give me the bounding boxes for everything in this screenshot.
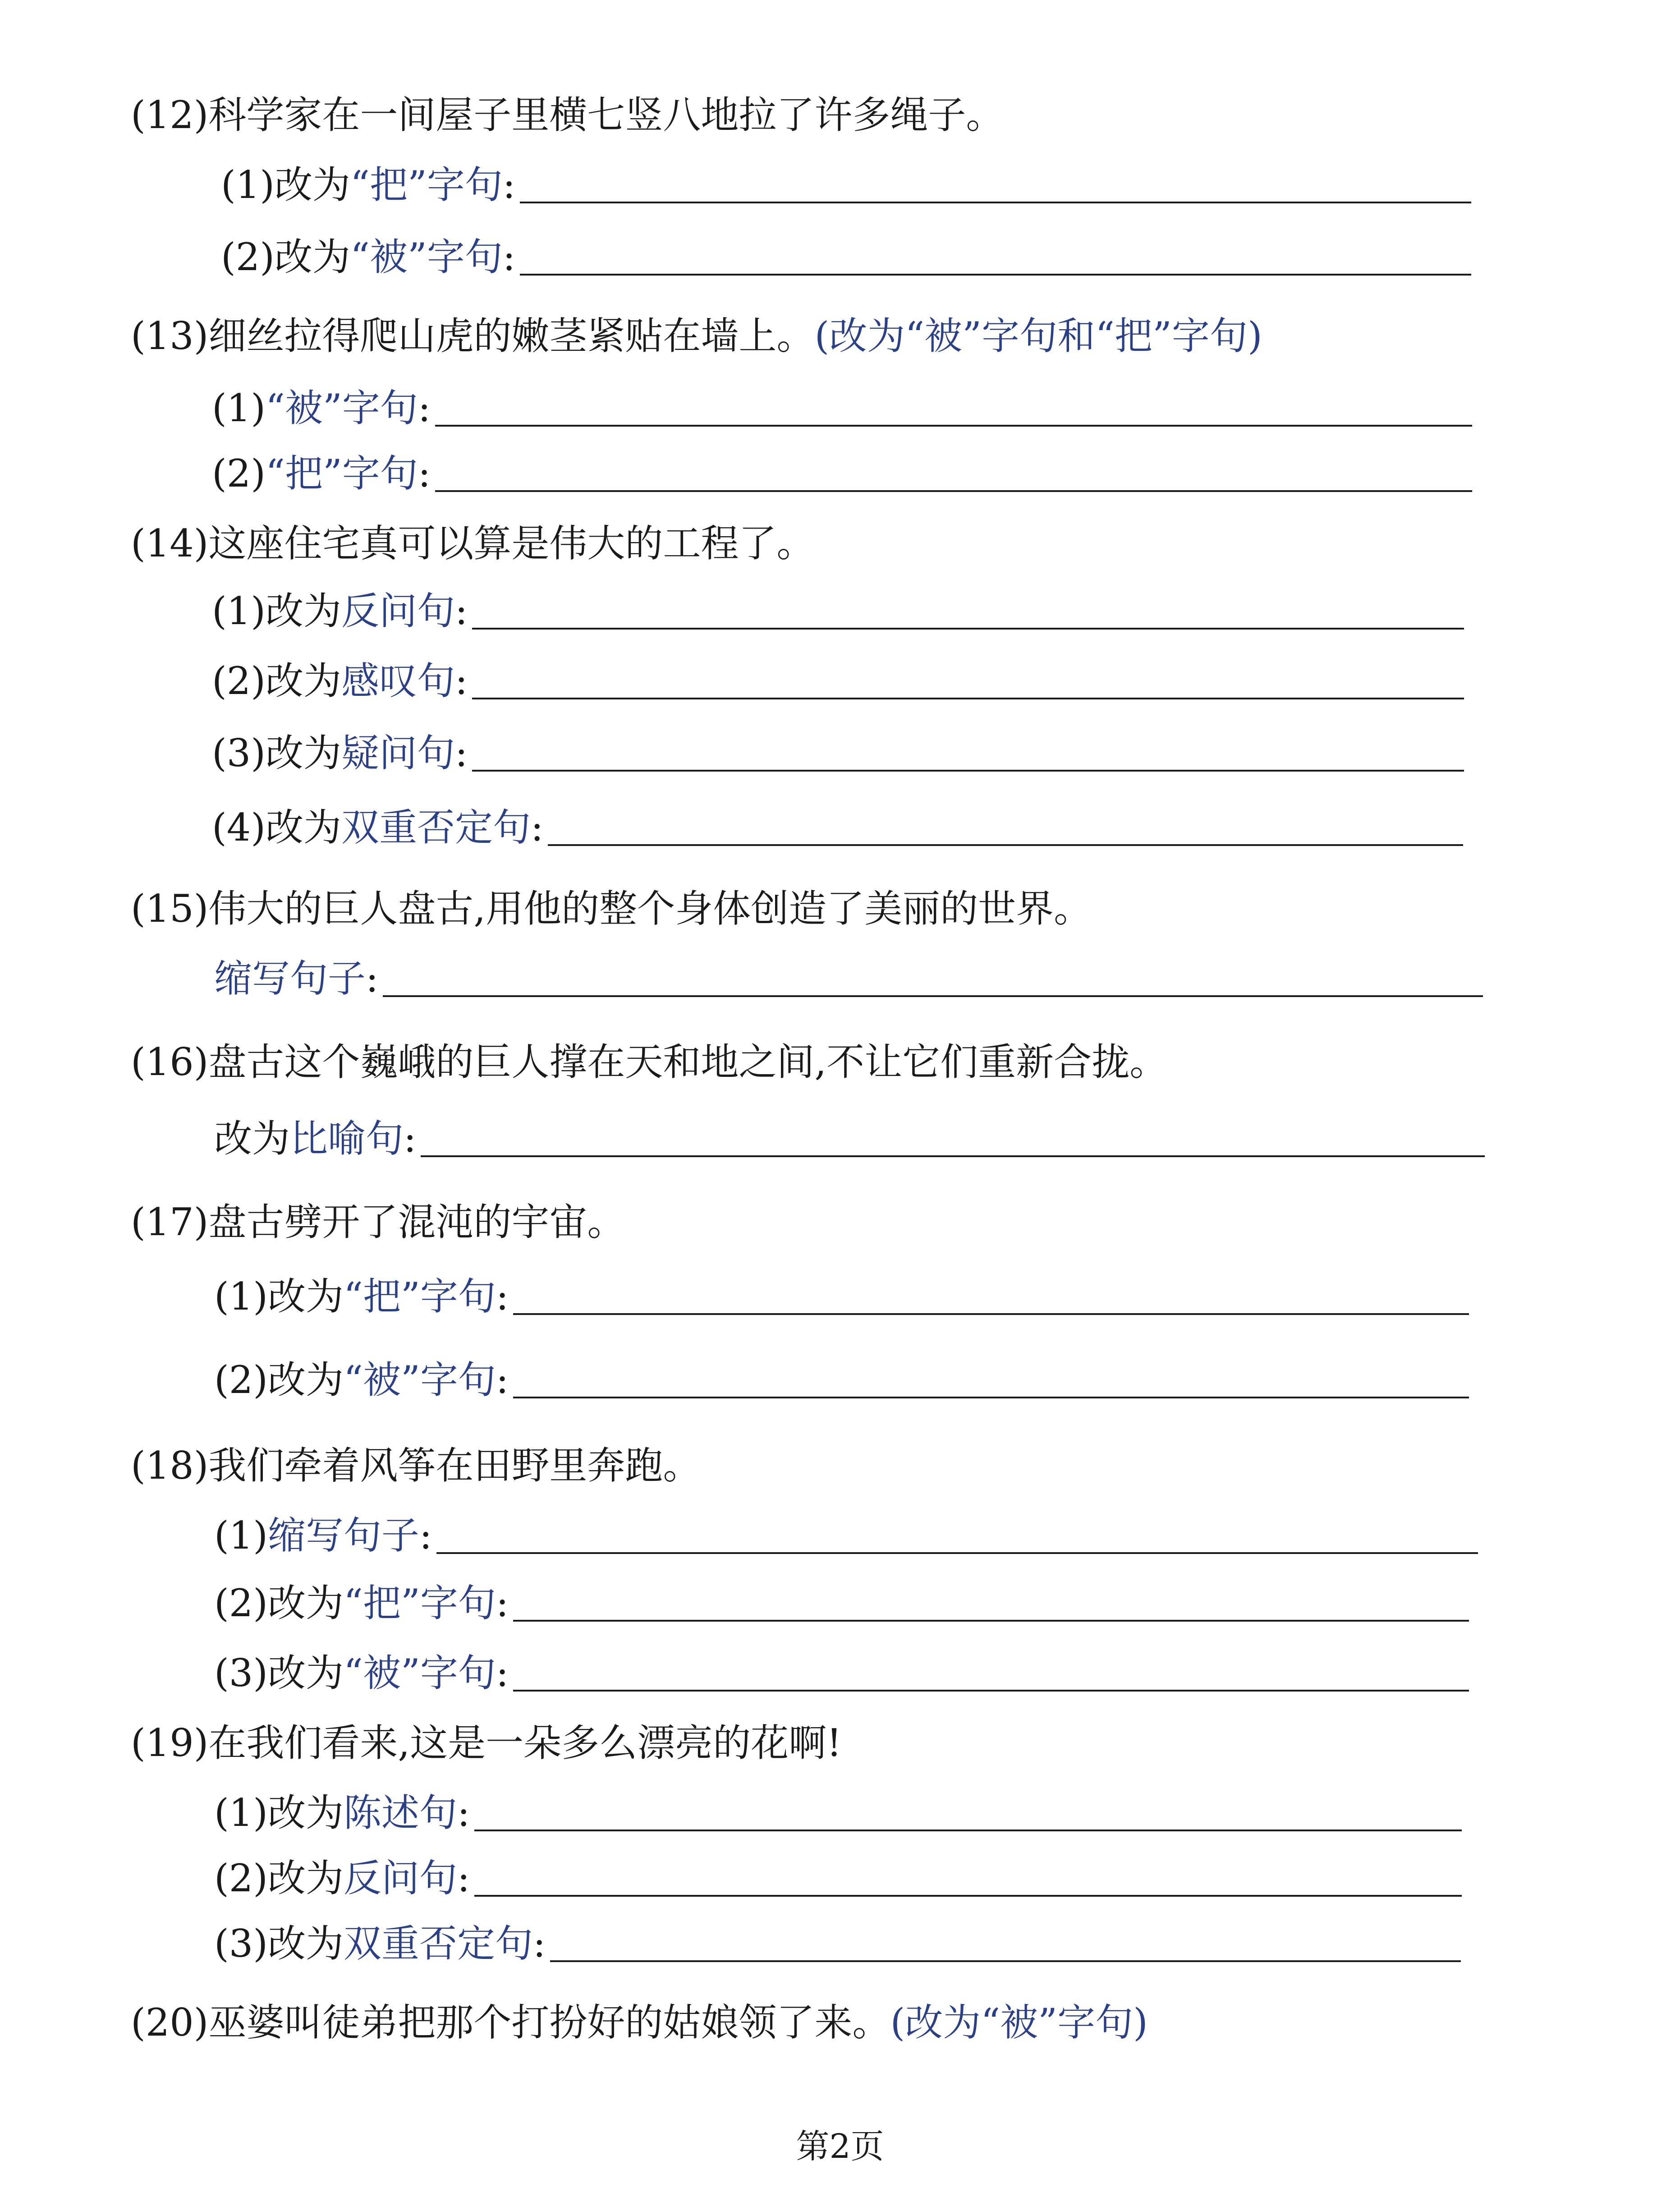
question-13-instruction: (改为“被”字句和“把”字句) [814, 314, 1262, 358]
sub-label: (2) [212, 451, 266, 496]
sentence-type: 缩写句子 [214, 956, 366, 1001]
sentence-type: 疑问句 [341, 731, 455, 775]
sentence-type: 双重否定句 [341, 805, 531, 850]
sentence-type: 比喻句 [290, 1117, 404, 1161]
sub-label: (1) [214, 1513, 268, 1558]
sub-question-15-1 [214, 954, 1483, 1003]
sentence-type: “把”字句 [266, 451, 418, 496]
sub-question-14-3 [212, 728, 1464, 778]
page-number: 第2页 [796, 2127, 884, 2166]
sub-question-16-1 [214, 1114, 1485, 1163]
sub-label: (2)改为 [212, 659, 341, 703]
colon: : [366, 956, 379, 1001]
sentence-type: “把”字句 [344, 1581, 496, 1625]
colon: : [496, 1274, 509, 1319]
question-13 [131, 311, 1262, 361]
colon: : [496, 1358, 509, 1402]
answer-blank[interactable] [520, 274, 1471, 276]
sentence-type: 陈述句 [344, 1791, 458, 1835]
sentence-type: “把”字句 [350, 163, 503, 207]
sentence-type: “被”字句 [350, 235, 503, 279]
colon: : [418, 386, 431, 430]
colon: : [418, 451, 431, 496]
answer-blank[interactable] [513, 1620, 1469, 1622]
question-14-stem: (14)这座住宅真可以算是伟大的工程了。 [131, 521, 815, 565]
colon: : [455, 731, 468, 775]
sub-label: (1) [212, 386, 266, 430]
colon: : [419, 1513, 432, 1558]
sentence-type: 感叹句 [341, 659, 455, 703]
question-17-stem: (17)盘古劈开了混沌的宇宙。 [131, 1200, 625, 1244]
question-18-stem: (18)我们牵着风筝在田野里奔跑。 [131, 1443, 701, 1488]
sub-label: (3)改为 [214, 1922, 344, 1966]
sub-question-18-3 [214, 1648, 1469, 1698]
colon: : [496, 1651, 509, 1695]
question-20-stem: (20)巫婆叫徒弟把那个打扮好的姑娘领了来。 [131, 2000, 890, 2045]
sub-question-18-1 [214, 1511, 1478, 1560]
question-20-instruction: (改为“被”字句) [890, 2000, 1148, 2045]
sentence-type: 双重否定句 [344, 1922, 533, 1966]
sub-question-19-1 [214, 1788, 1462, 1838]
sentence-type: “被”字句 [266, 386, 418, 430]
answer-blank[interactable] [474, 1895, 1462, 1897]
answer-blank[interactable] [550, 1960, 1461, 1962]
question-16 [131, 1037, 1167, 1087]
sub-label: (3)改为 [214, 1651, 344, 1695]
sentence-type: “被”字句 [344, 1651, 496, 1695]
question-15 [131, 884, 1092, 933]
question-12-stem: (12)科学家在一间屋子里横七竖八地拉了许多绳子。 [131, 93, 1004, 137]
sub-question-17-2 [214, 1355, 1469, 1405]
answer-blank[interactable] [421, 1155, 1485, 1157]
sentence-type: 反问句 [344, 1856, 458, 1900]
question-15-stem: (15)伟大的巨人盘古,用他的整个身体创造了美丽的世界。 [131, 887, 1092, 931]
sub-question-14-2 [212, 656, 1464, 706]
sub-question-19-3 [214, 1919, 1461, 1968]
sub-label: (1)改为 [214, 1274, 344, 1319]
sub-question-17-1 [214, 1272, 1469, 1321]
question-18 [131, 1441, 701, 1490]
colon: : [404, 1117, 417, 1161]
answer-blank[interactable] [520, 202, 1471, 203]
sub-label: (1)改为 [212, 589, 341, 633]
colon: : [457, 1856, 470, 1900]
sub-question-18-2 [214, 1578, 1469, 1628]
answer-blank[interactable] [435, 425, 1472, 427]
sentence-type: 反问句 [341, 589, 455, 633]
answer-blank[interactable] [513, 1690, 1469, 1692]
question-14 [131, 519, 814, 568]
answer-blank[interactable] [472, 628, 1464, 630]
question-13-stem: (13)细丝拉得爬山虎的嫩茎紧贴在墙上。 [131, 314, 815, 358]
sub-question-14-4 [212, 803, 1463, 852]
sub-question-19-2 [214, 1853, 1462, 1903]
answer-blank[interactable] [472, 698, 1464, 699]
answer-blank[interactable] [436, 1552, 1478, 1554]
sub-label: (3)改为 [212, 731, 341, 775]
answer-blank[interactable] [472, 770, 1464, 772]
answer-blank[interactable] [435, 490, 1472, 492]
colon: : [455, 659, 468, 703]
sub-label: (2)改为 [214, 1581, 344, 1625]
sub-label: 改为 [214, 1117, 290, 1161]
sub-label: (2)改为 [221, 235, 350, 279]
question-12 [131, 90, 1004, 140]
colon: : [496, 1581, 509, 1625]
sub-label: (1)改为 [214, 1791, 344, 1835]
sub-question-13-1 [212, 383, 1472, 433]
sub-question-13-2 [212, 449, 1472, 498]
sub-label: (1)改为 [221, 163, 350, 207]
sub-question-12-2 [221, 232, 1471, 282]
answer-blank[interactable] [513, 1397, 1469, 1398]
sub-label: (2)改为 [214, 1358, 344, 1402]
sub-question-14-1 [212, 586, 1464, 636]
colon: : [531, 805, 544, 850]
colon: : [455, 589, 468, 633]
question-16-stem: (16)盘古这个巍峨的巨人撑在天和地之间,不让它们重新合拢。 [131, 1040, 1168, 1084]
sentence-type: “被”字句 [344, 1358, 496, 1402]
sub-question-12-1 [221, 160, 1471, 210]
answer-blank[interactable] [383, 995, 1483, 997]
sentence-type: 缩写句子 [268, 1513, 420, 1558]
sub-label: (4)改为 [212, 805, 341, 850]
answer-blank[interactable] [548, 844, 1463, 846]
sentence-type: “把”字句 [344, 1274, 496, 1319]
question-20 [131, 1998, 1148, 2047]
answer-blank[interactable] [513, 1313, 1469, 1315]
colon: : [502, 163, 516, 207]
sub-label: (2)改为 [214, 1856, 344, 1900]
question-19 [131, 1718, 842, 1768]
colon: : [457, 1791, 470, 1835]
question-19-stem: (19)在我们看来,这是一朵多么漂亮的花啊! [131, 1721, 842, 1765]
colon: : [533, 1922, 546, 1966]
answer-blank[interactable] [474, 1830, 1462, 1831]
question-17 [131, 1197, 625, 1247]
colon: : [502, 235, 516, 279]
